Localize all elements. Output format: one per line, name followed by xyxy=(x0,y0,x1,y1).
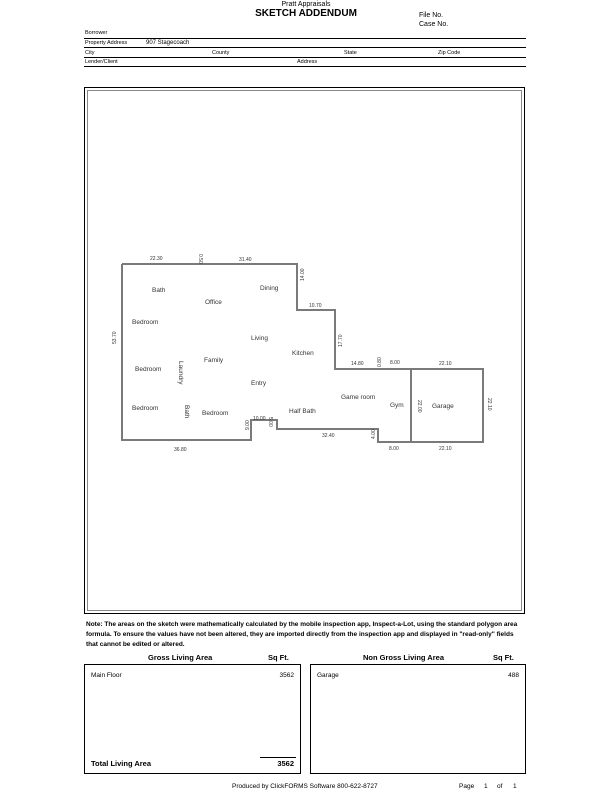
room-entry: Entry xyxy=(251,380,267,387)
non-gla-heading: Non Gross Living Area xyxy=(363,653,444,662)
divider xyxy=(84,66,526,67)
room-family: Family xyxy=(204,357,224,364)
county-label: County xyxy=(212,50,230,56)
dimension-label: 31.40 xyxy=(239,257,252,263)
page-number: 1 xyxy=(484,783,488,790)
property-address-value: 907 Stagecoach xyxy=(146,39,190,46)
room-bedroom: Bedroom xyxy=(202,410,229,417)
of-label: of xyxy=(497,783,503,790)
room-kitchen: Kitchen xyxy=(292,350,314,357)
room-game-room: Game room xyxy=(341,394,376,401)
room-office: Office xyxy=(205,299,222,306)
non-gla-sqft-heading: Sq Ft. xyxy=(493,653,514,662)
dimension-label: 8.00 xyxy=(389,446,399,452)
room-living: Living xyxy=(251,335,268,342)
gla-box xyxy=(84,664,301,774)
floor-plan xyxy=(85,88,526,615)
room-garage: Garage xyxy=(432,403,454,410)
gla-heading: Gross Living Area xyxy=(148,653,213,662)
dimension-label: 14.00 xyxy=(300,268,306,281)
non-gla-row-value: 488 xyxy=(508,672,519,679)
non-gla-box xyxy=(310,664,526,774)
total-living-area-label: Total Living Area xyxy=(91,759,152,768)
divider xyxy=(84,47,526,48)
room-half-bath: Half Bath xyxy=(289,408,316,415)
room-bedroom: Bedroom xyxy=(132,405,159,412)
borrower-label: Borrower xyxy=(85,30,108,36)
dimension-label: 17.70 xyxy=(338,334,344,347)
sketch-note: Note: The areas on the sketch were mathematically calculated by the mobile inspection app, Inspect-a-Lot, using the standard polygon area formula. To ensure the values have not been altered, they are imported directly from the inspection app and displayed in "read-only" fields that cannot be edited or altered. xyxy=(86,621,518,648)
dimension-label: 4.00 xyxy=(371,429,377,439)
dimension-label: 22.10 xyxy=(486,398,492,411)
dimension-label: 10.70 xyxy=(309,303,322,309)
dimension-label: 9.00 xyxy=(245,420,251,430)
file-no-label: File No. xyxy=(419,12,444,19)
dimension-label: 0.50 xyxy=(197,254,203,264)
dimension-label: 22.10 xyxy=(439,446,452,452)
total-underline xyxy=(260,757,296,758)
room-bedroom: Bedroom xyxy=(132,319,159,326)
dimension-label: 53.70 xyxy=(112,331,118,344)
dimension-label: 22.10 xyxy=(439,361,452,367)
property-address-label: Property Address xyxy=(85,40,128,46)
divider xyxy=(84,57,526,58)
room-bath: Bath xyxy=(152,287,166,294)
room-laundry: Laundry xyxy=(177,361,184,385)
dimension-label: 32.40 xyxy=(322,433,335,439)
room-gym: Gym xyxy=(390,402,404,409)
dimension-label: 14.80 xyxy=(351,361,364,367)
dimension-label: 5.00 xyxy=(267,417,273,427)
lender-label: Lender/Client xyxy=(85,59,118,65)
case-no-label: Case No. xyxy=(419,21,449,28)
non-gla-row-label: Garage xyxy=(317,672,339,679)
produced-by: Produced by ClickFORMS Software 800-622-8727 xyxy=(232,783,378,790)
room-bedroom: Bedroom xyxy=(135,366,162,373)
page-label: Page xyxy=(459,783,475,790)
dimension-label: 10.00 xyxy=(253,416,266,422)
dimension-label: 8.00 xyxy=(390,360,400,366)
gla-row-value: 3562 xyxy=(279,672,294,679)
page-total: 1 xyxy=(513,783,517,790)
address-label: Address xyxy=(297,59,318,65)
form-title: SKETCH ADDENDUM xyxy=(255,8,357,19)
room-bath: Bath xyxy=(183,405,190,419)
zip-label: Zip Code xyxy=(438,50,461,56)
company-name: Pratt Appraisals xyxy=(281,1,331,8)
city-label: City xyxy=(85,50,95,56)
dimension-label: 36.80 xyxy=(174,447,187,453)
gla-row-label: Main Floor xyxy=(91,672,122,679)
state-label: State xyxy=(344,50,357,56)
gla-sqft-heading: Sq Ft. xyxy=(268,653,289,662)
total-living-area-value: 3562 xyxy=(277,759,294,768)
room-dining: Dining xyxy=(260,285,279,292)
dimension-label: 22.00 xyxy=(416,400,422,413)
dimension-label: 22.30 xyxy=(150,256,163,262)
sketch-area xyxy=(84,87,525,614)
dimension-label: 0.80 xyxy=(377,357,383,367)
